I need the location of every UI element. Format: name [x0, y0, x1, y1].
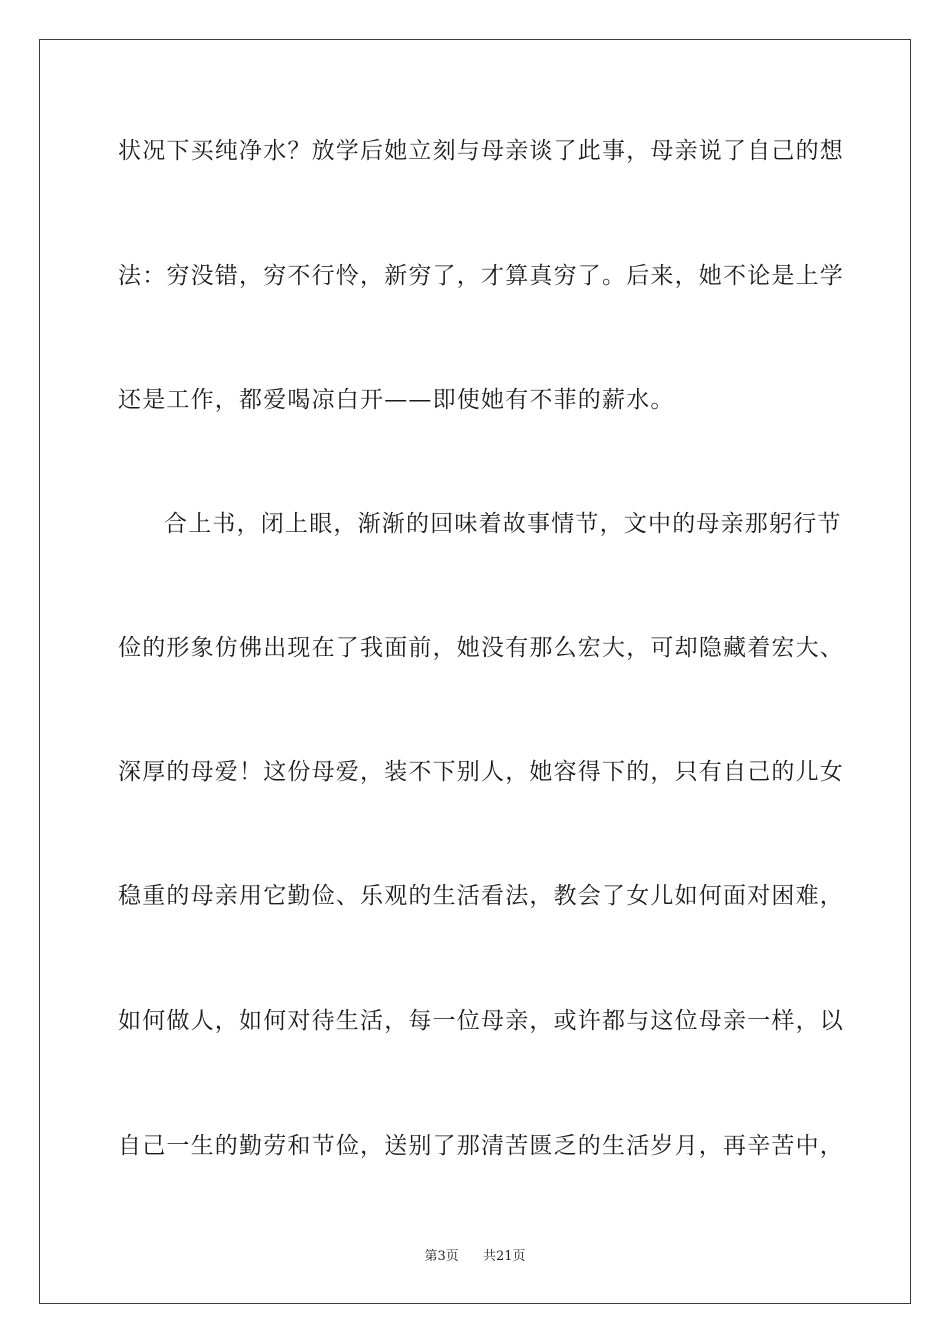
page-footer — [0, 1248, 950, 1266]
body-text-line: 法：穷没错，穷不行怜，新穷了，才算真穷了。后来，她不论是上学 — [118, 263, 844, 289]
body-text-line: 状况下买纯净水？放学后她立刻与母亲谈了此事，母亲说了自己的想 — [118, 138, 844, 164]
body-text-line: 稳重的母亲用它勤俭、乐观的生活看法，教会了女儿如何面对困难， — [118, 883, 844, 909]
page-border — [39, 39, 911, 1304]
total-pages: 共21页 — [483, 1249, 526, 1264]
body-text-line: 如何做人，如何对待生活，每一位母亲，或许都与这位母亲一样，以 — [118, 1008, 844, 1034]
body-text-line: 还是工作，都爱喝凉白开——即使她有不菲的薪水。 — [118, 387, 675, 413]
paragraph-first-line: 合上书，闭上眼，渐渐的回味着故事情节，文中的母亲那躬行节 — [164, 511, 842, 537]
page-number: 第3页 — [424, 1249, 459, 1264]
body-text-line: 俭的形象仿佛出现在了我面前，她没有那么宏大，可却隐藏着宏大、 — [118, 635, 844, 661]
body-text-line: 自己一生的勤劳和节俭，送别了那清苦匮乏的生活岁月，再辛苦中， — [118, 1133, 844, 1159]
body-text-line: 深厚的母爱！这份母爱，装不下别人，她容得下的，只有自己的儿女 — [118, 759, 844, 785]
